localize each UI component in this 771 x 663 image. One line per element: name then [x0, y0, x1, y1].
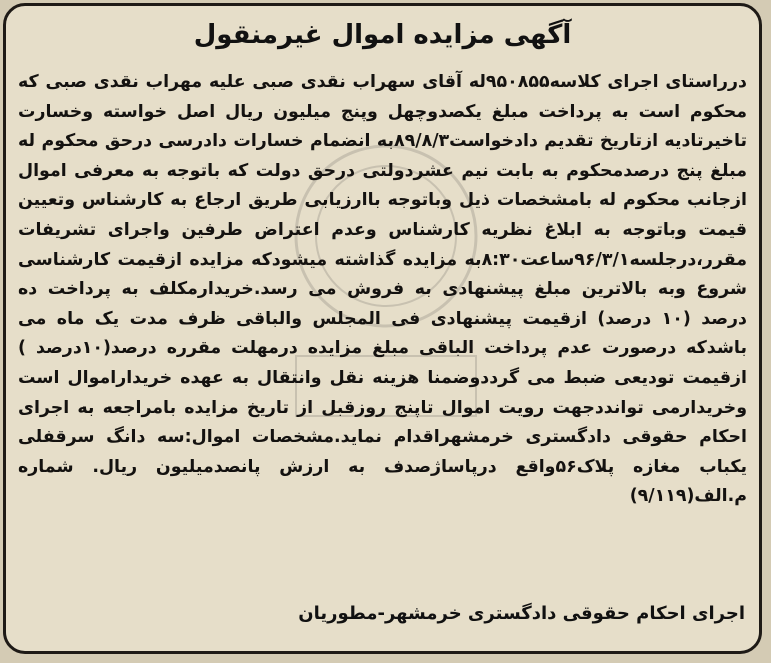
notice-body — [18, 68, 747, 512]
notice-title: آگهی مزایده اموال غیرمنقول — [193, 20, 572, 50]
notice-frame — [3, 3, 762, 654]
notice-body-text: درراستای اجرای کلاسه۹۵۰۸۵۵له آقای سهراب نقدی صبی علیه مهراب نقدی صبی که محکوم است به پرداخت مبلغ یکصدوچهل وپنج میلیون ریال اصل خواسته وخسارت تاخیرتادیه ازتاریخ تقدیم دادخواست۸۹/۸/۳به انضمام خسارات دادرسی درحق محکوم له مبلغ پنج درصدمحکوم به بابت نیم عشردولتی درحق دولت که باتوجه به معرفی اموال ازجانب محکوم له بامشخصات ذیل وباتوجه باارزیابی طریق ارجاع به کارشناس وتعیین قیمت وباتوجه به ابلاغ نظریه کارشناس وعدم اعتراض طرفین واجرای تشریفات مقرر،درجلسه۹۶/۳/۱ساعت۸:۳۰به مزایده گذاشته میشودکه مزایده ازقیمت کارشناسی شروع وبه بالاترین مبلغ پیشنهادی به فروش می رسد.خریدارمکلف به پرداخت ده درصد (۱۰ درصد) ازقیمت پیشنهادی فی المجلس والباقی ظرف مدت یک ماه می باشدکه درصورت عدم پرداخت الباقی مبلغ مزایده درمهلت مقرره درصد(۱۰درصد ) ازقیمت تودیعی ضبط می گرددوضمنا هزینه نقل وانتقال به عهده خریداراموال است وخریدارمی توانددجهت رویت اموال تاپنج روزقبل از تاریخ مزایده بامراجعه به اجرای احکام حقوقی دادگستری خرمشهراقدام نماید.مشخصات اموال:سه دانگ سرقفلی یکباب مغازه پلاک۵۶واقع درپاساژصدف به ارزش پانصدمیلیون ریال. شماره م.الف(۹/۱۱۹) — [18, 72, 747, 507]
notice-signature: اجرای احکام حقوقی دادگستری خرمشهر-مطوریان — [298, 603, 745, 624]
